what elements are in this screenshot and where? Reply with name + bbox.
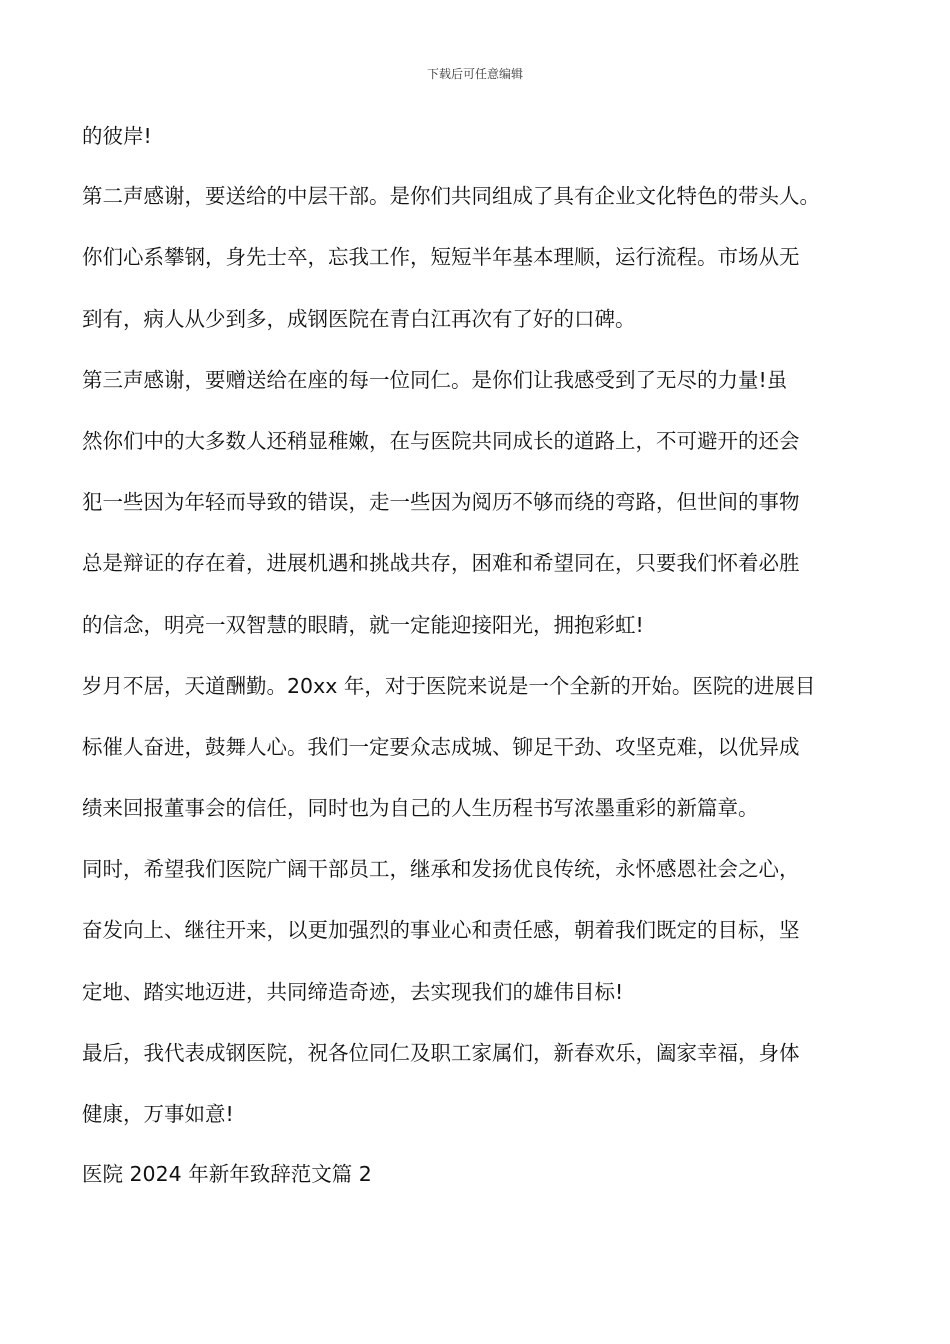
paragraph-line: 绩来回报董事会的信任，同时也为自己的人生历程书写浓墨重彩的新篇章。	[82, 796, 759, 820]
section-heading: 医院 2024 年新年致辞范文篇 2	[82, 1162, 372, 1186]
paragraph-line: 你们心系攀钢，身先士卒，忘我工作，短短半年基本理顺，运行流程。市场从无	[82, 245, 800, 269]
paragraph-line: 标催人奋进，鼓舞人心。我们一定要众志成城、铆足干劲、攻坚克难，以优异成	[82, 735, 800, 759]
paragraph-line: 到有，病人从少到多，成钢医院在青白江再次有了好的口碑。	[82, 307, 636, 331]
paragraph-line: 奋发向上、继往开来，以更加强烈的事业心和责任感，朝着我们既定的目标，坚	[82, 918, 800, 942]
paragraph-line: 的彼岸!	[82, 124, 152, 148]
paragraph-line: 同时，希望我们医院广阔干部员工，继承和发扬优良传统，永怀感恩社会之心，	[82, 857, 800, 881]
paragraph-line: 岁月不居，天道酬勤。20xx 年，对于医院来说是一个全新的开始。医院的进展目	[82, 674, 816, 698]
paragraph-line: 健康，万事如意!	[82, 1102, 234, 1126]
paragraph-line: 第二声感谢，要送给的中层干部。是你们共同组成了具有企业文化特色的带头人。	[82, 184, 820, 208]
page-header-note: 下载后可任意编辑	[426, 67, 523, 81]
paragraph-line: 然你们中的大多数人还稍显稚嫩，在与医院共同成长的道路上，不可避开的还会	[82, 429, 800, 453]
paragraph-line: 定地、踏实地迈进，共同缔造奇迹，去实现我们的雄伟目标!	[82, 980, 624, 1004]
paragraph-line: 犯一些因为年轻而导致的错误，走一些因为阅历不够而绕的弯路，但世间的事物	[82, 490, 800, 514]
paragraph-line: 的信念，明亮一双智慧的眼睛，就一定能迎接阳光，拥抱彩虹!	[82, 613, 644, 637]
paragraph-line: 第三声感谢，要赠送给在座的每一位同仁。是你们让我感受到了无尽的力量!虽	[82, 368, 788, 392]
paragraph-line: 最后，我代表成钢医院，祝各位同仁及职工家属们，新春欢乐，阖家幸福，身体	[82, 1041, 800, 1065]
paragraph-line: 总是辩证的存在着，进展机遇和挑战共存，困难和希望同在，只要我们怀着必胜	[82, 551, 800, 575]
